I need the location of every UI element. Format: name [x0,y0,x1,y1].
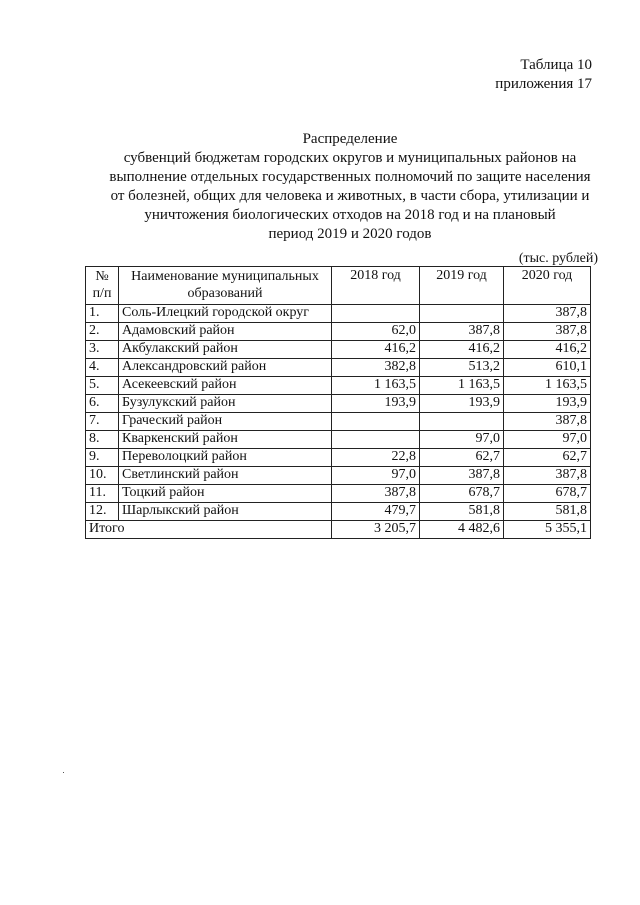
heading-line: субвенций бюджетам городских округов и муниципальных районов на [123,150,577,166]
row-name: Переволоцкий район [119,449,332,467]
total-2020: 5 355,1 [504,521,591,539]
row-value-2018 [332,413,420,431]
row-value-2020: 387,8 [504,467,591,485]
row-value-2020: 97,0 [504,431,591,449]
heading-line: период 2019 и 2020 годов [268,226,432,242]
row-name: Александровский район [119,359,332,377]
appendix-reference: приложения 17 [495,76,592,92]
heading-line: выполнение отдельных государственных полномочий по защите населения [109,169,591,185]
row-value-2018: 416,2 [332,341,420,359]
row-number: 5. [86,377,119,395]
table-row [86,413,591,431]
heading-line: уничтожения биологических отходов на 2018 год и на плановый [144,207,556,223]
header-number-abbr: п/п [92,286,112,301]
row-value-2019: 387,8 [420,323,504,341]
row-number: 7. [86,413,119,431]
table-row [86,395,591,413]
row-number: 8. [86,431,119,449]
row-number: 6. [86,395,119,413]
column-header-number [86,267,119,305]
table-row [86,467,591,485]
row-value-2019: 513,2 [420,359,504,377]
row-value-2019 [420,413,504,431]
total-label: Итого [86,521,332,539]
column-header-2020: 2020 год [504,267,591,305]
row-name: Тоцкий район [119,485,332,503]
table-header-row [86,267,591,305]
table-row [86,305,591,323]
row-value-2019: 97,0 [420,431,504,449]
header-name-line2: образований [187,286,263,301]
row-name: Граческий район [119,413,332,431]
row-number: 4. [86,359,119,377]
total-2019: 4 482,6 [420,521,504,539]
row-value-2020: 1 163,5 [504,377,591,395]
row-value-2019: 1 163,5 [420,377,504,395]
heading-title: Распределение [302,131,398,147]
row-value-2020: 581,8 [504,503,591,521]
row-value-2018: 479,7 [332,503,420,521]
row-value-2019: 62,7 [420,449,504,467]
row-value-2018: 382,8 [332,359,420,377]
row-value-2018: 22,8 [332,449,420,467]
row-value-2019 [420,305,504,323]
row-number: 9. [86,449,119,467]
row-value-2018: 1 163,5 [332,377,420,395]
row-value-2020: 193,9 [504,395,591,413]
row-number: 11. [86,485,119,503]
row-name: Кваркенский район [119,431,332,449]
column-header-2018: 2018 год [332,267,420,305]
units-note: (тыс. рублей) [518,251,598,266]
row-value-2020: 610,1 [504,359,591,377]
distribution-table [85,266,591,539]
header-name-line1: Наименование муниципальных [131,269,319,284]
heading-line: от болезней, общих для человека и животных, в части сбора, утилизации и [110,188,590,204]
row-name: Светлинский район [119,467,332,485]
row-value-2018 [332,431,420,449]
row-name: Шарлыкский район [119,503,332,521]
row-value-2018 [332,305,420,323]
row-name: Асекеевский район [119,377,332,395]
row-value-2018: 97,0 [332,467,420,485]
table-row [86,431,591,449]
row-value-2020: 416,2 [504,341,591,359]
scan-speck [63,772,64,773]
table-reference [495,56,592,94]
row-name: Соль-Илецкий городской округ [119,305,332,323]
row-value-2019: 387,8 [420,467,504,485]
row-value-2019: 678,7 [420,485,504,503]
row-value-2018: 387,8 [332,485,420,503]
row-name: Адамовский район [119,323,332,341]
table-row [86,323,591,341]
row-number: 3. [86,341,119,359]
table-row [86,503,591,521]
row-number: 10. [86,467,119,485]
row-value-2019: 581,8 [420,503,504,521]
total-row [86,521,591,539]
row-number: 12. [86,503,119,521]
document-heading [80,130,620,244]
row-number: 1. [86,305,119,323]
table-row [86,341,591,359]
column-header-2019: 2019 год [420,267,504,305]
table-row [86,359,591,377]
row-number: 2. [86,323,119,341]
table-row [86,377,591,395]
row-name: Акбулакский район [119,341,332,359]
row-value-2018: 193,9 [332,395,420,413]
table-row [86,485,591,503]
row-value-2020: 62,7 [504,449,591,467]
row-name: Бузулукский район [119,395,332,413]
row-value-2020: 678,7 [504,485,591,503]
total-2018: 3 205,7 [332,521,420,539]
column-header-name [119,267,332,305]
row-value-2020: 387,8 [504,323,591,341]
row-value-2019: 416,2 [420,341,504,359]
table-number: Таблица 10 [520,57,592,73]
row-value-2020: 387,8 [504,305,591,323]
table-row [86,449,591,467]
header-number-sign: № [95,269,109,284]
row-value-2018: 62,0 [332,323,420,341]
row-value-2019: 193,9 [420,395,504,413]
row-value-2020: 387,8 [504,413,591,431]
